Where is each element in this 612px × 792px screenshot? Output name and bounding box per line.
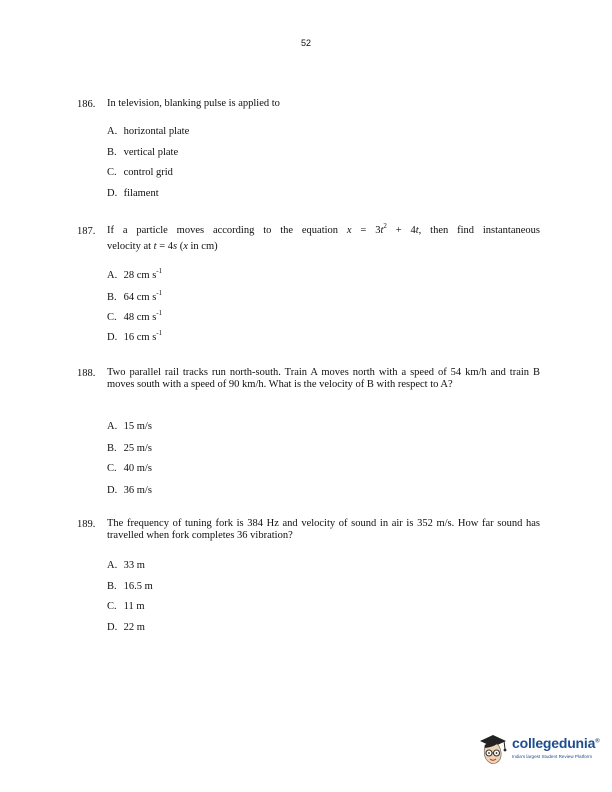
page-number: 52 [300, 38, 311, 48]
logo-registered-mark: ® [595, 738, 600, 745]
option-text: filament [123, 188, 159, 199]
collegedunia-logo [476, 730, 606, 782]
text-segment: velocity at [107, 241, 154, 252]
option-d [107, 328, 163, 344]
option-letter: C. [107, 463, 117, 474]
option-text: 11 m [123, 601, 145, 612]
option-text: 15 m/s [123, 421, 152, 432]
math-variable: x [183, 241, 188, 252]
text-segment: , then find instantaneous [418, 225, 540, 236]
math-exponent: 2 [383, 221, 387, 230]
text-segment: in cm) [187, 241, 218, 252]
math-segment: = 4 [156, 241, 173, 252]
logo-tagline: India's largest Student Review Platform [512, 754, 593, 759]
option-c [107, 462, 152, 475]
option-a [107, 125, 189, 138]
option-text: 25 m/s [123, 443, 152, 454]
option-exponent: -1 [156, 266, 163, 275]
text-segment: ( [177, 241, 184, 252]
graduate-mascot-icon [476, 732, 510, 772]
math-variable: t [380, 225, 384, 236]
option-exponent: -1 [156, 288, 163, 297]
option-a [107, 266, 163, 282]
question-text: The frequency of tuning fork is 384 Hz and velocity of sound in air is 352 m/s. How far sound has travelled when fork completes 36 vibration? [107, 518, 540, 541]
option-b [107, 146, 178, 159]
question-number: 189. [77, 519, 96, 530]
option-b [107, 288, 163, 304]
math-variable: t [153, 241, 157, 252]
math-segment: + 4 [386, 225, 416, 236]
option-text: vertical plate [123, 147, 179, 158]
question-text-line-2 [107, 241, 540, 253]
option-text: 40 m/s [123, 463, 152, 474]
option-letter: A. [107, 560, 118, 571]
option-d [107, 187, 159, 200]
option-b [107, 442, 152, 455]
option-c [107, 600, 145, 613]
question-text [107, 221, 540, 253]
option-letter: D. [107, 622, 118, 633]
option-text: 16.5 m [123, 581, 153, 592]
option-letter: D. [107, 188, 118, 199]
question-number: 186. [77, 99, 96, 110]
option-a [107, 420, 152, 433]
option-exponent: -1 [156, 308, 163, 317]
option-exponent: -1 [156, 328, 163, 337]
option-letter: B. [107, 443, 117, 454]
logo-name-text: collegedunia [512, 735, 596, 751]
math-unit: s [173, 241, 178, 252]
math-segment: = 3 [351, 225, 381, 236]
option-letter: B. [107, 292, 117, 303]
option-b [107, 580, 153, 593]
option-c [107, 308, 163, 324]
option-letter: D. [107, 332, 118, 343]
option-text: 36 m/s [123, 485, 152, 496]
logo-wordmark [512, 735, 599, 751]
option-letter: A. [107, 126, 118, 137]
option-letter: C. [107, 167, 117, 178]
option-letter: B. [107, 581, 117, 592]
option-letter: D. [107, 485, 118, 496]
question-text: Two parallel rail tracks run north-south. Train A moves north with a speed of 54 km/h and train B moves south with a speed of 90 km/h. What is the velocity of B with respect to A? [107, 367, 540, 390]
option-value: 28 cm s [123, 270, 157, 281]
option-text: control grid [123, 167, 173, 178]
option-letter: C. [107, 601, 117, 612]
option-text: horizontal plate [123, 126, 190, 137]
question-number: 188. [77, 368, 96, 379]
option-text: 33 m [123, 560, 145, 571]
option-text: 22 m [123, 622, 145, 633]
text-segment: If a particle moves according to the equation [107, 225, 347, 236]
option-a [107, 559, 145, 572]
option-c [107, 166, 173, 179]
question-text: In television, blanking pulse is applied to [107, 98, 280, 109]
option-letter: B. [107, 147, 117, 158]
option-value: 48 cm s [123, 312, 157, 323]
question-text-line-1 [107, 221, 540, 237]
option-value: 16 cm s [123, 332, 157, 343]
question-number: 187. [77, 226, 96, 237]
math-variable: t [415, 225, 419, 236]
option-letter: A. [107, 421, 118, 432]
option-d [107, 621, 145, 634]
option-letter: C. [107, 312, 117, 323]
math-variable: x [346, 225, 352, 236]
option-d [107, 484, 152, 497]
option-value: 64 cm s [123, 292, 157, 303]
option-letter: A. [107, 270, 118, 281]
